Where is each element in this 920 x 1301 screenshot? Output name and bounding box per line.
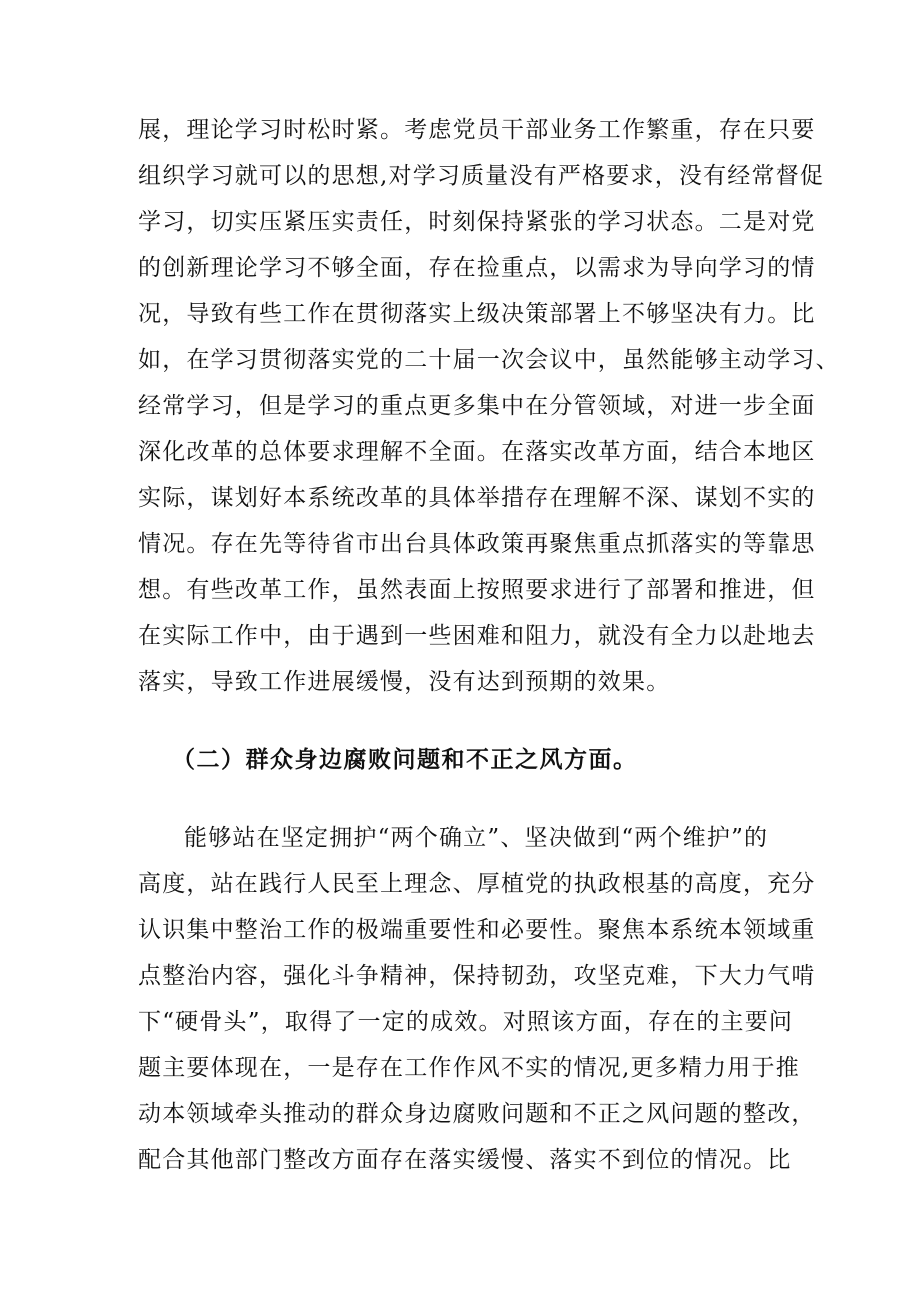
paragraph-2-line-6: 题主要体现在，一是存在工作作风不实的情况,更多精力用于推 <box>138 1055 800 1081</box>
paragraph-1-line-2: 组织学习就可以的思想,对学习质量没有严格要求，没有经常督促 <box>138 163 825 189</box>
paragraph-1-line-6: 如，在学习贯彻落实党的二十届一次会议中，虽然能够主动学习、 <box>138 347 840 373</box>
section-heading: （二）群众身边腐败问题和不正之风方面。 <box>172 746 638 773</box>
paragraph-2-line-3: 认识集中整治工作的极端重要性和必要性。聚焦本系统本领域重 <box>138 917 816 943</box>
paragraph-1-line-4: 的创新理论学习不够全面，存在捡重点，以需求为导向学习的情 <box>138 255 816 281</box>
paragraph-1-line-12: 在实际工作中，由于遇到一些困难和阻力，就没有全力以赴地去 <box>138 623 816 649</box>
paragraph-1-line-9: 实际，谋划好本系统改革的具体举措存在理解不深、谋划不实的 <box>138 485 816 511</box>
paragraph-1-line-10: 情况。存在先等待省市出台具体政策再聚焦重点抓落实的等靠思 <box>138 531 816 557</box>
paragraph-1-line-11: 想。有些改革工作，虽然表面上按照要求进行了部署和推进，但 <box>138 577 816 603</box>
paragraph-1-line-5: 况，导致有些工作在贯彻落实上级决策部署上不够坚决有力。比 <box>138 301 816 327</box>
paragraph-2-line-7: 动本领域牵头推动的群众身边腐败问题和不正之风问题的整改， <box>138 1101 816 1127</box>
paragraph-2-line-5: 下“硬骨头”，取得了一定的成效。对照该方面，存在的主要问 <box>138 1009 794 1035</box>
paragraph-2-line-2: 高度，站在践行人民至上理念、厚植党的执政根基的高度，充分 <box>138 871 816 897</box>
paragraph-2-line-1: 能够站在坚定拥护“两个确立”、坚决做到“两个维护”的 <box>184 825 769 851</box>
paragraph-1-line-8: 深化改革的总体要求理解不全面。在落实改革方面，结合本地区 <box>138 439 816 465</box>
paragraph-1-line-1: 展，理论学习时松时紧。考虑党员干部业务工作繁重，存在只要 <box>138 117 816 143</box>
paragraph-2-line-4: 点整治内容，强化斗争精神，保持韧劲，攻坚克难，下大力气啃 <box>138 963 816 989</box>
paragraph-1-line-7: 经常学习，但是学习的重点更多集中在分管领域，对进一步全面 <box>138 393 816 419</box>
paragraph-1-line-3: 学习，切实压紧压实责任，时刻保持紧张的学习状态。二是对党 <box>138 209 816 235</box>
paragraph-2-line-8: 配合其他部门整改方面存在落实缓慢、落实不到位的情况。比 <box>138 1147 792 1173</box>
paragraph-1-line-13: 落实，导致工作进展缓慢，没有达到预期的效果。 <box>138 669 671 695</box>
